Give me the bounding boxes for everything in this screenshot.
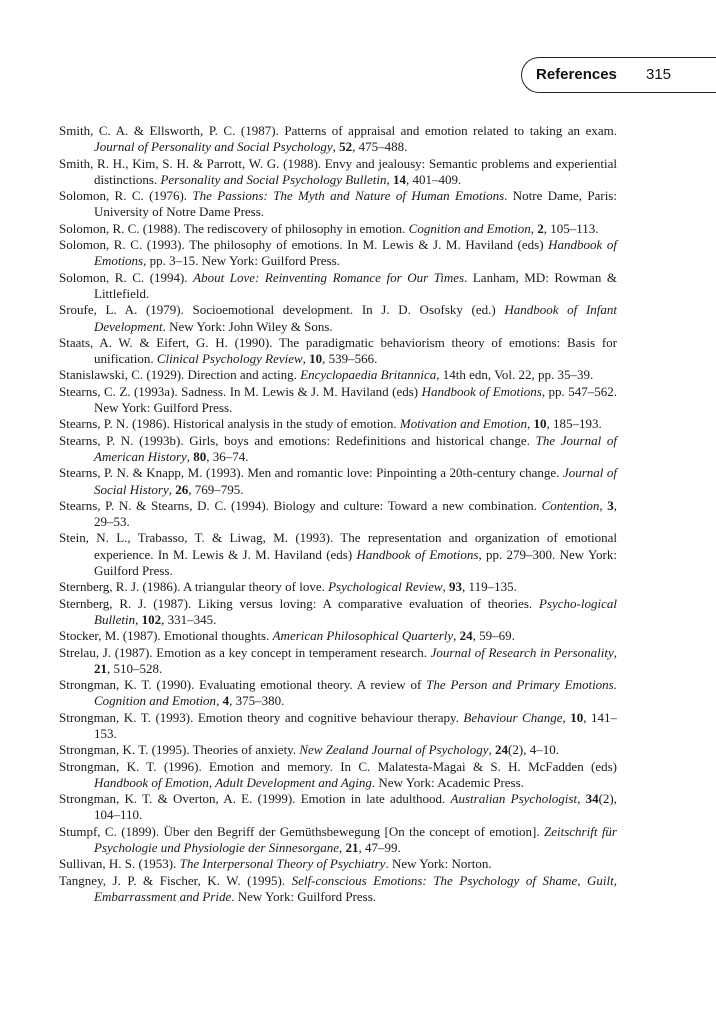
reference-italic-text: The Person and Primary Emotions. Cognition and Emotion	[94, 677, 617, 709]
reference-volume: 3	[607, 497, 614, 513]
reference-list	[59, 123, 617, 905]
reference-text: Stanislawski, C. (1929). Direction and acting.	[59, 367, 301, 383]
reference-text: Stearns, P. N. (1986). Historical analysis in the study of emotion.	[59, 416, 400, 432]
reference-text: , pp. 279–300. New York: Guilford Press.	[94, 546, 617, 579]
reference-italic-text: Handbook of Emotion, Adult Development and Aging	[94, 774, 372, 790]
reference-italic-text: American Philosophical Quarterly	[272, 628, 454, 644]
reference-text: , pp. 547–562. New York: Guilford Press.	[94, 383, 617, 416]
reference-entry	[59, 156, 617, 189]
reference-text: , 510–528.	[107, 660, 163, 676]
reference-text: , pp. 3–15. New York: Guilford Press.	[143, 253, 340, 269]
reference-italic-text: New Zealand Journal of Psychology	[299, 742, 489, 758]
reference-volume: 21	[94, 660, 107, 676]
reference-text: ,	[577, 791, 586, 807]
reference-entry	[59, 416, 617, 432]
reference-text: Stocker, M. (1987). Emotional thoughts.	[59, 628, 273, 644]
reference-text: , 769–795.	[188, 481, 244, 497]
reference-italic-text: Contention	[541, 497, 600, 513]
reference-volume: 26	[175, 481, 189, 497]
reference-entry	[59, 596, 617, 629]
reference-text: ,	[488, 742, 496, 758]
page-number: 315	[646, 66, 672, 83]
reference-entry	[59, 498, 617, 531]
reference-text: , 475–488.	[352, 139, 408, 155]
reference-text: , 119–135.	[462, 579, 517, 595]
reference-text: , 375–380.	[229, 693, 285, 709]
reference-italic-text: Cognition and Emotion	[408, 220, 531, 236]
reference-text: . New York: Academic Press.	[371, 774, 524, 790]
reference-text: ,	[613, 644, 617, 660]
reference-volume: 10	[570, 709, 584, 725]
reference-text: ,	[135, 611, 142, 627]
running-header-title: References	[536, 66, 617, 83]
reference-text: Stumpf, C. (1899). Über den Begriff der Gemüthsbewegung [On the concept of emotion].	[59, 823, 544, 839]
reference-italic-text: The Interpersonal Theory of Psychiatry	[179, 856, 386, 872]
reference-volume: 10	[309, 351, 323, 367]
reference-text: Stearns, P. N. & Stearns, D. C. (1994). Biology and culture: Toward a new combination.	[59, 497, 542, 513]
reference-entry	[59, 335, 617, 368]
reference-text: . New York: Norton.	[385, 856, 492, 872]
reference-text: Solomon, R. C. (1988). The rediscovery of philosophy in emotion.	[59, 220, 409, 236]
reference-entry	[59, 433, 617, 466]
reference-volume: 2	[537, 220, 544, 236]
reference-text: ,	[599, 497, 608, 513]
reference-text: Sternberg, R. J. (1986). A triangular theory of love.	[59, 579, 329, 595]
reference-volume: 21	[345, 840, 359, 856]
reference-italic-text: About Love: Reinventing Romance for Our Times	[193, 269, 465, 285]
reference-text: Staats, A. W. & Eifert, G. H. (1990). The paradigmatic behaviorism theory of emotions: Basis for unification.	[59, 334, 617, 367]
reference-text: Solomon, R. C. (1976).	[59, 188, 193, 204]
reference-volume: 24	[459, 628, 473, 644]
reference-text: , 36–74.	[206, 448, 249, 464]
reference-italic-text: Clinical Psychology Review	[156, 351, 303, 367]
reference-entry	[59, 824, 617, 857]
reference-text: , 331–345.	[161, 611, 217, 627]
reference-text: ,	[339, 840, 346, 856]
reference-text: , 105–113.	[543, 220, 599, 236]
reference-text: , 29–53.	[94, 497, 618, 530]
reference-volume: 52	[339, 139, 353, 155]
reference-text: ,	[186, 448, 194, 464]
reference-text: (2), 104–110.	[94, 791, 617, 823]
reference-text: Solomon, R. C. (1994).	[59, 269, 194, 285]
reference-text: Strongman, K. T. (1990). Evaluating emotional theory. A review of	[59, 677, 427, 693]
reference-text: ,	[562, 709, 571, 725]
reference-text: Stearns, C. Z. (1993a). Sadness. In M. Lewis & J. M. Haviland (eds)	[59, 383, 422, 399]
reference-text: Smith, C. A. & Ellsworth, P. C. (1987). Patterns of appraisal and emotion related to taking an exam.	[59, 123, 617, 138]
reference-italic-text: Journal of Social History	[94, 465, 617, 497]
reference-text: (2), 4–10.	[508, 742, 559, 758]
reference-text: ,	[442, 579, 450, 595]
reference-entry	[59, 270, 617, 303]
reference-italic-text: Handbook of Infant Development	[94, 302, 617, 334]
reference-italic-text: Handbook of Emotions	[421, 383, 542, 399]
reference-text: ,	[302, 351, 310, 367]
reference-volume: 10	[533, 416, 547, 432]
reference-text: , 141–153.	[94, 709, 618, 741]
reference-entry	[59, 221, 617, 237]
reference-text: Strongman, K. T. & Overton, A. E. (1999). Emotion in late adulthood.	[59, 791, 451, 807]
reference-text: Strongman, K. T. (1993). Emotion theory and cognitive behaviour therapy.	[59, 709, 464, 725]
reference-text: Sroufe, L. A. (1979). Socioemotional development. In J. D. Osofsky (ed.)	[59, 302, 505, 318]
reference-italic-text: Journal of Research in Personality	[430, 644, 614, 660]
reference-text: Sullivan, H. S. (1953).	[59, 856, 180, 872]
reference-italic-text: Motivation and Emotion	[399, 416, 527, 432]
reference-italic-text: Encyclopaedia Britannica	[300, 367, 437, 383]
reference-text: ,	[526, 416, 534, 432]
reference-text: ,	[168, 481, 176, 497]
reference-entry	[59, 628, 617, 644]
reference-text: ,	[386, 171, 393, 187]
reference-italic-text: Psychological Review	[328, 579, 443, 595]
reference-text: Tangney, J. P. & Fischer, K. W. (1995).	[59, 872, 292, 888]
reference-text: Stearns, P. N. (1993b). Girls, boys and emotions: Redefinitions and historical change.	[59, 432, 536, 448]
reference-text: , 401–409.	[405, 171, 462, 187]
reference-text: , 185–193.	[546, 416, 602, 432]
reference-text: Strelau, J. (1987). Emotion as a key concept in temperament research.	[59, 644, 431, 660]
reference-text: , 539–566.	[322, 351, 378, 367]
reference-volume: 14	[392, 171, 406, 187]
reference-text: , 59–69.	[472, 628, 515, 644]
reference-entry	[59, 237, 617, 270]
reference-text: ,	[530, 220, 538, 236]
reference-italic-text: Handbook of Emotions	[356, 546, 479, 562]
reference-text: Stein, N. L., Trabasso, T. & Liwag, M. (1993). The representation and organization of emotional experience. In M. Lewis & J. M. Haviland (eds)	[59, 530, 617, 562]
reference-text: . New York: John Wiley & Sons.	[162, 318, 333, 334]
reference-italic-text: The Journal of American History	[94, 432, 617, 464]
reference-text: . New York: Guilford Press.	[231, 888, 377, 904]
reference-entry	[59, 188, 617, 221]
reference-text: ,	[216, 693, 223, 709]
reference-volume: 4	[222, 693, 230, 709]
reference-text: Sternberg, R. J. (1987). Liking versus loving: A comparative evaluation of theories.	[59, 595, 540, 611]
reference-entry	[59, 856, 617, 872]
reference-entry	[59, 645, 617, 678]
reference-entry	[59, 710, 617, 743]
reference-entry	[59, 384, 617, 417]
reference-italic-text: Journal of Personality and Social Psychology	[94, 139, 333, 155]
reference-text: . Lanham, MD: Rowman & Littlefield.	[94, 269, 617, 301]
reference-text: , 47–99.	[358, 840, 401, 856]
reference-italic-text: Psycho-logical Bulletin	[94, 595, 617, 627]
reference-entry	[59, 742, 617, 758]
reference-entry	[59, 677, 617, 710]
reference-entry	[59, 530, 617, 579]
reference-entry	[59, 367, 617, 383]
reference-entry	[59, 873, 617, 906]
reference-text: ,	[332, 139, 340, 155]
reference-text: Solomon, R. C. (1993). The philosophy of emotions. In M. Lewis & J. M. Haviland (eds)	[59, 237, 549, 253]
reference-entry	[59, 579, 617, 595]
reference-entry	[59, 759, 617, 792]
reference-volume: 24	[495, 742, 509, 758]
reference-volume: 102	[141, 611, 162, 627]
reference-entry	[59, 302, 617, 335]
reference-entry	[59, 465, 617, 498]
reference-italic-text: Personality and Social Psychology Bulletin	[160, 171, 387, 187]
reference-entry	[59, 791, 617, 824]
reference-italic-text: The Passions: The Myth and Nature of Human Emotions	[192, 188, 505, 204]
reference-italic-text: Zeitschrift für Psychologie und Physiologie der Sinnesorgane	[94, 823, 617, 856]
reference-text: ,	[453, 628, 460, 644]
reference-text: Strongman, K. T. (1995). Theories of anxiety.	[59, 742, 300, 758]
reference-volume: 80	[193, 448, 207, 464]
reference-italic-text: Self-conscious Emotions: The Psychology of Shame, Guilt, Embarrassment and Pride	[94, 872, 618, 904]
reference-text: Stearns, P. N. & Knapp, M. (1993). Men and romantic love: Pinpointing a 20th-century change.	[59, 465, 563, 481]
reference-italic-text: Handbook of Emotions	[94, 237, 617, 269]
reference-text: , 14th edn, Vol. 22, pp. 35–39.	[436, 367, 594, 383]
reference-text: Strongman, K. T. (1996). Emotion and memory. In C. Malatesta-Magai & S. H. McFadden (eds)	[59, 758, 617, 774]
reference-text: Smith, R. H., Kim, S. H. & Parrott, W. G. (1988). Envy and jealousy: Semantic problems and experiential distinctions.	[59, 155, 617, 187]
reference-entry	[59, 123, 617, 156]
reference-italic-text: Behaviour Change	[463, 709, 563, 725]
reference-volume: 93	[449, 579, 463, 595]
reference-text: . Notre Dame, Paris: University of Notre Dame Press.	[94, 188, 617, 220]
reference-volume: 34	[585, 791, 599, 807]
reference-italic-text: Australian Psychologist	[450, 791, 578, 807]
